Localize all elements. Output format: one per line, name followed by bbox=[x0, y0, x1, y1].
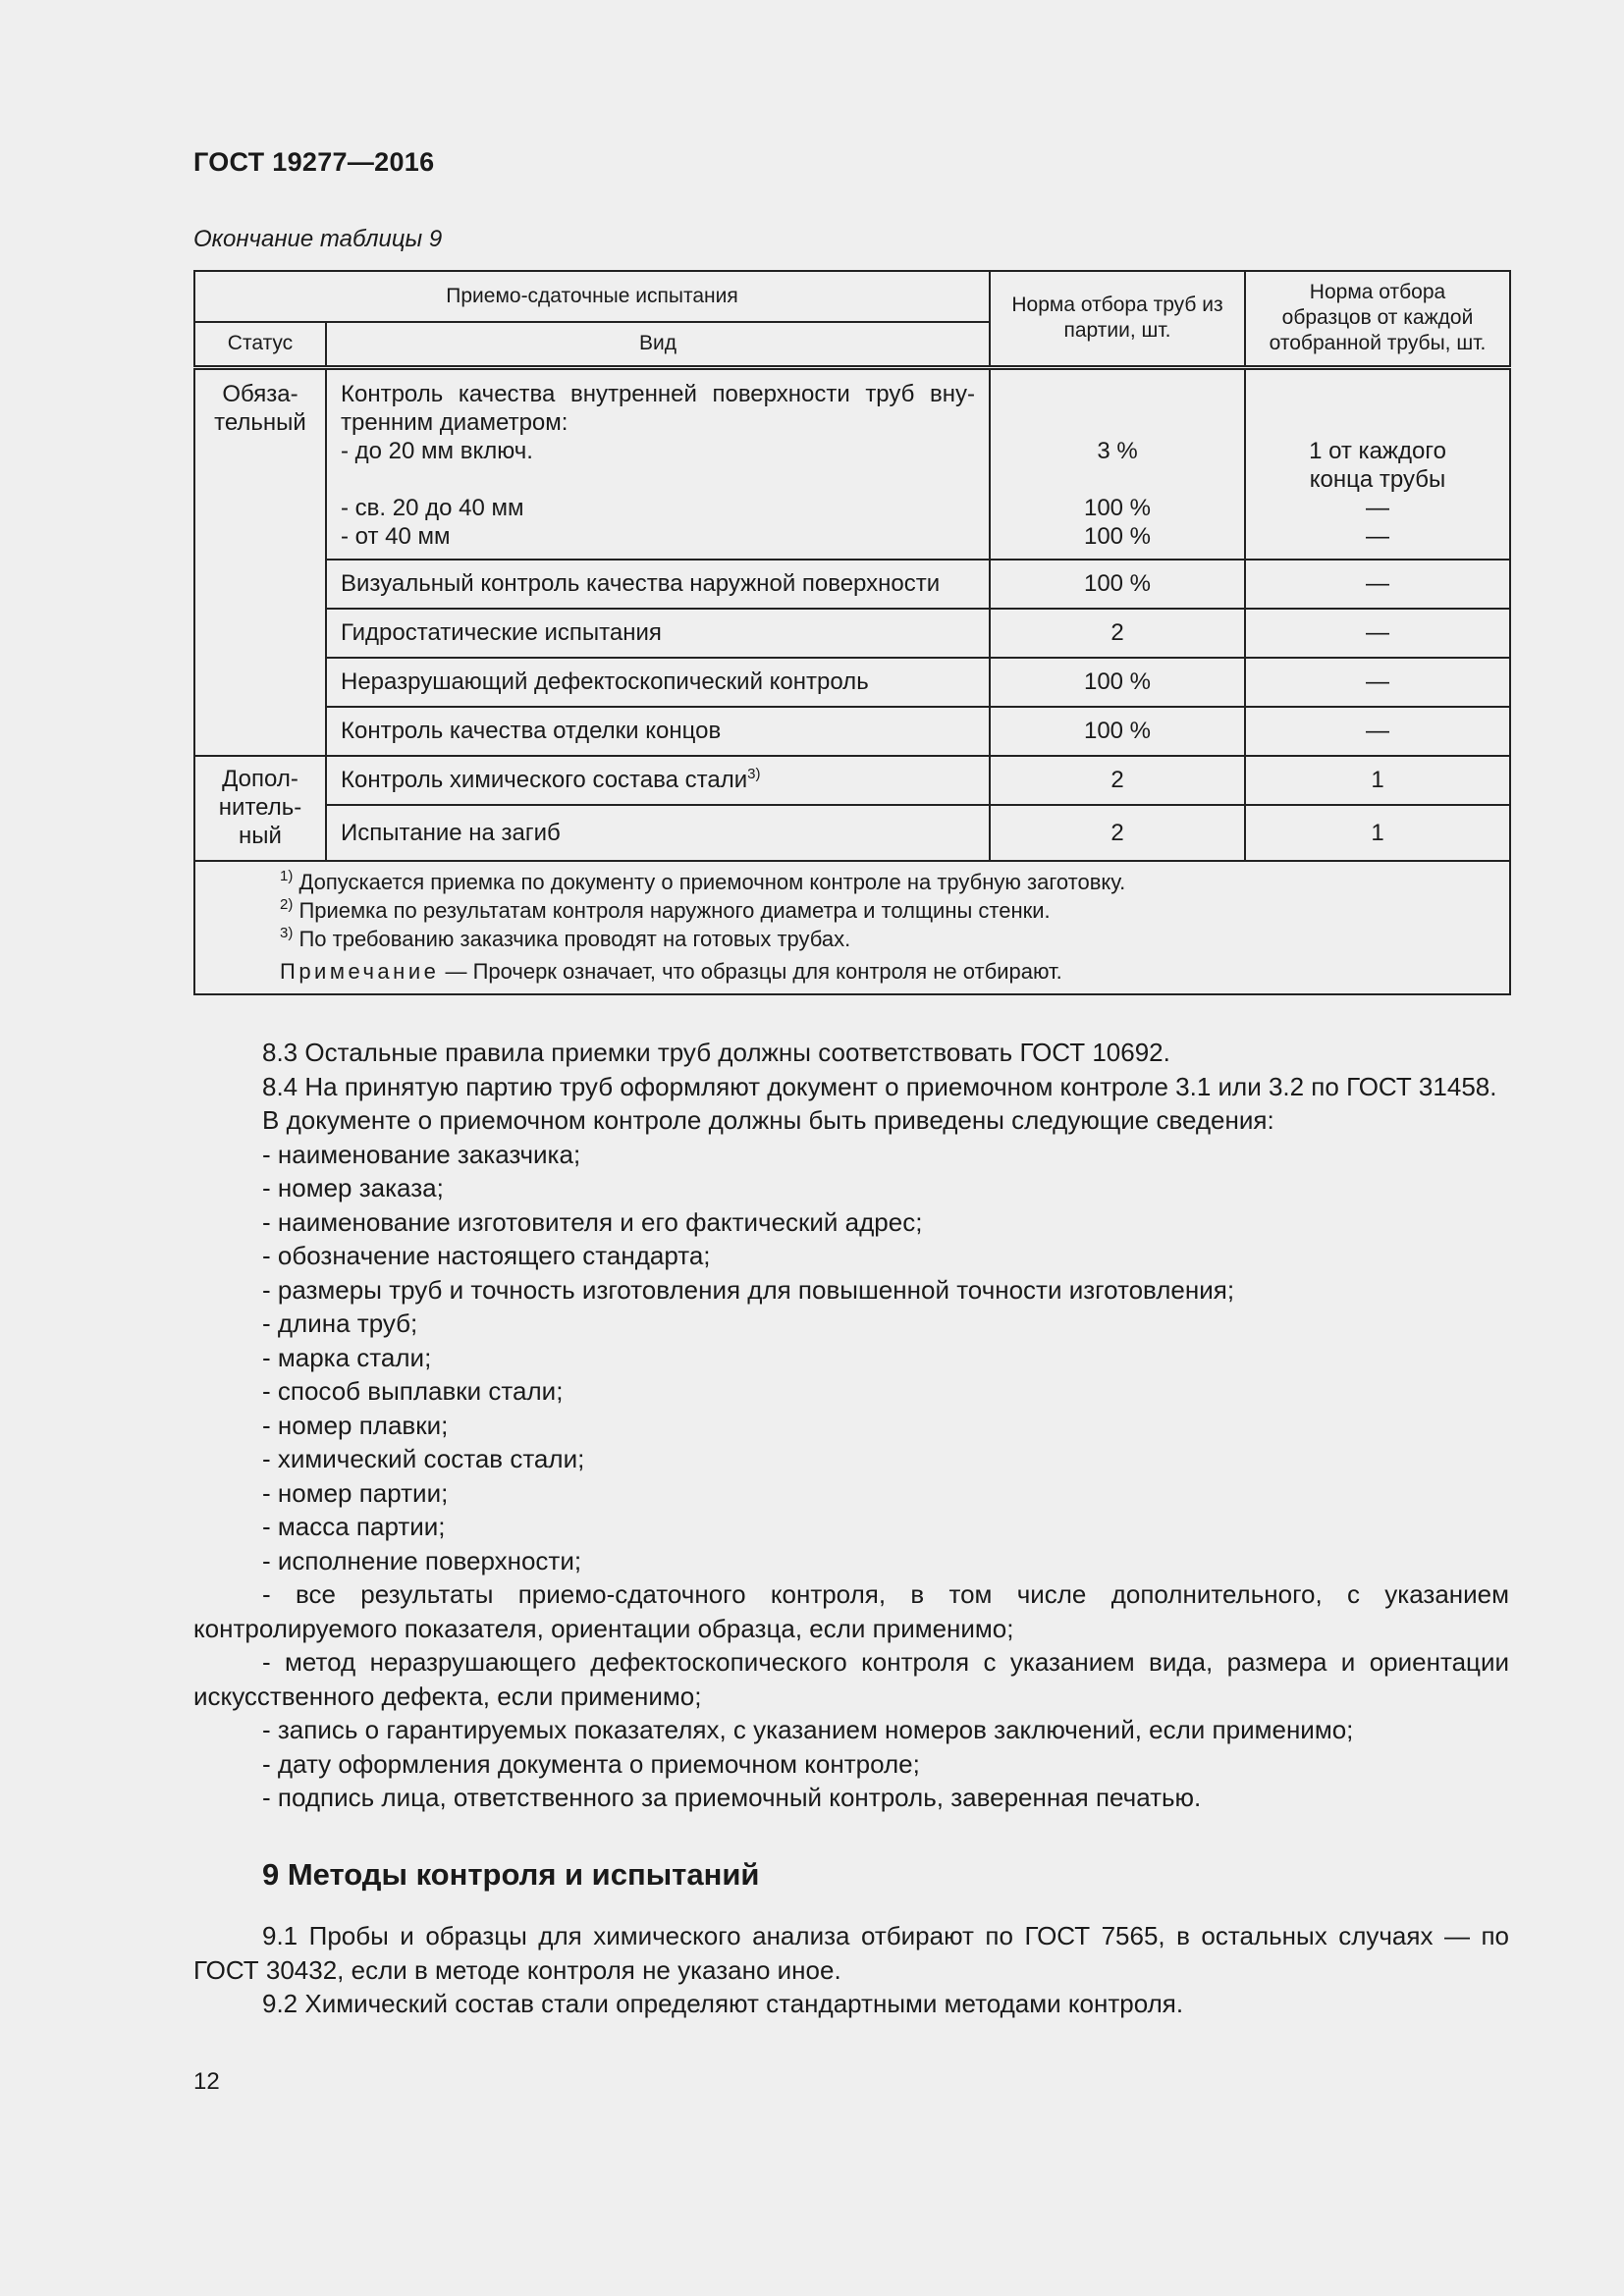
list-item: - номер партии; bbox=[262, 1477, 449, 1508]
list-intro: В документе о приемочном контроле должны быть приведены следующие сведения: bbox=[262, 1105, 1274, 1135]
cell-sample: — bbox=[1245, 609, 1510, 658]
status-mandatory-l1: Обяза- bbox=[222, 380, 298, 407]
section-9-title: 9 Методы контроля и испытаний bbox=[262, 1856, 760, 1892]
spacer bbox=[1004, 408, 1230, 437]
header-sample-norm bbox=[1245, 271, 1510, 367]
status-additional-l1: Допол- bbox=[222, 765, 298, 792]
paragraph-8-4: 8.4 На принятую партию труб оформляют документ о приемочном контроле 3.1 или 3.2 по ГОСТ 31458. bbox=[262, 1071, 1497, 1101]
list-item: - длина труб; bbox=[262, 1308, 418, 1338]
header-status: Статус bbox=[194, 322, 326, 367]
list-item: - масса партии; bbox=[262, 1512, 446, 1541]
footnote-ref: 3) bbox=[747, 766, 761, 783]
header-group: Приемо-сдаточные испытания bbox=[194, 271, 990, 322]
list-item: - номер плавки; bbox=[262, 1410, 449, 1440]
status-additional-l3: ный bbox=[239, 822, 282, 849]
table-caption: Окончание таблицы 9 bbox=[193, 226, 443, 252]
table-footnotes bbox=[194, 861, 1510, 994]
cell-pipe: 2 bbox=[990, 756, 1245, 805]
spacer bbox=[1260, 408, 1495, 437]
cell-sample: — bbox=[1245, 707, 1510, 756]
list-item: - размеры труб и точность изготовления для повышенной точности изготовления; bbox=[262, 1274, 1235, 1305]
document-header: ГОСТ 19277—2016 bbox=[193, 147, 435, 177]
footnotes-row bbox=[194, 861, 1510, 994]
list-item: - все результаты приемо-сдаточного контроля, в том числе дополнительного, с указанием контролируемого показателя, ориентации образца, если применимо; bbox=[193, 1579, 1509, 1643]
footnote-1-text: Допускается приемка по документу о приемочном контроле на трубную заготовку. bbox=[298, 869, 1126, 894]
list-item: - номер заказа; bbox=[262, 1173, 444, 1202]
header-sample-norm-l1: Норма отбора bbox=[1309, 281, 1446, 304]
inner-pipe3: 100 % bbox=[1083, 522, 1152, 550]
cell-pipe: 100 % bbox=[990, 707, 1245, 756]
cell-type-text: Контроль химического состава стали bbox=[341, 767, 748, 794]
table-note bbox=[280, 957, 1495, 986]
footnote-3-mark: 3) bbox=[280, 924, 294, 941]
inner-title-l1: Контроль качества внутренней поверхности труб вну- bbox=[341, 380, 975, 407]
note-text: — Прочерк означает, что образцы для контроля не отбирают. bbox=[439, 958, 1062, 984]
document-body bbox=[193, 1036, 1509, 2021]
cell-sample: 1 bbox=[1245, 756, 1510, 805]
list-item: - наименование изготовителя и его фактический адрес; bbox=[262, 1206, 923, 1237]
cell-type: Гидростатические испытания bbox=[326, 609, 990, 658]
header-type: Вид bbox=[326, 322, 990, 367]
inner-sample1-l1: 1 от каждого bbox=[1309, 437, 1446, 464]
cell-sample-inner bbox=[1245, 367, 1510, 560]
spacer bbox=[1260, 380, 1495, 408]
status-additional bbox=[194, 756, 326, 861]
cell-type: Испытание на загиб bbox=[326, 805, 990, 861]
cell-pipe: 2 bbox=[990, 805, 1245, 861]
header-row-1 bbox=[194, 271, 1510, 322]
cell-type: Визуальный контроль качества наружной поверхности bbox=[326, 560, 990, 609]
paragraph-8-3: 8.3 Остальные правила приемки труб должны соответствовать ГОСТ 10692. bbox=[262, 1038, 1170, 1067]
header-sample-norm-l3: отобранной трубы, шт. bbox=[1269, 332, 1487, 355]
list-item: - запись о гарантируемых показателях, с указанием номеров заключений, если применимо; bbox=[262, 1715, 1354, 1744]
inner-sample1-l2: конца трубы bbox=[1309, 465, 1446, 493]
status-mandatory-l2: тельный bbox=[214, 408, 306, 436]
list-item: - исполнение поверхности; bbox=[262, 1545, 582, 1575]
cell-sample: — bbox=[1245, 560, 1510, 609]
footnote-1-mark: 1) bbox=[280, 867, 294, 884]
table-row bbox=[194, 707, 1510, 756]
footnote-1 bbox=[280, 868, 1495, 896]
inner-pipe2: 100 % bbox=[1083, 494, 1152, 521]
list-item: - подпись лица, ответственного за приемочный контроль, заверенная печатью. bbox=[262, 1783, 1202, 1812]
footnote-2-text: Приемка по результатам контроля наружного диаметра и толщины стенки. bbox=[298, 897, 1051, 923]
spacer bbox=[341, 465, 975, 494]
spacer bbox=[1004, 465, 1230, 494]
table-9 bbox=[193, 270, 1511, 995]
footnote-3-text: По требованию заказчика проводят на готовых трубах. bbox=[298, 926, 851, 951]
cell-type: Неразрушающий дефектоскопический контроль bbox=[326, 658, 990, 707]
cell-type: Контроль качества отделки концов bbox=[326, 707, 990, 756]
list-item: - обозначение настоящего стандарта; bbox=[262, 1241, 711, 1270]
inner-sub2: - св. 20 до 40 мм bbox=[341, 494, 524, 521]
note-label: Примечание bbox=[280, 958, 440, 984]
cell-pipe-inner bbox=[990, 367, 1245, 560]
header-sample-norm-l2: образцов от каждой bbox=[1281, 306, 1474, 330]
footnote-2-mark: 2) bbox=[280, 895, 294, 913]
inner-sub1: - до 20 мм включ. bbox=[341, 437, 533, 464]
inner-sample3: — bbox=[1366, 522, 1389, 550]
paragraph-9-1: 9.1 Пробы и образцы для химического анализа отбирают по ГОСТ 7565, в остальных случаях — по ГОСТ 30432, если в методе контроля не указано иное. bbox=[193, 1921, 1509, 1985]
status-mandatory bbox=[194, 367, 326, 756]
table-row-inner-surface bbox=[194, 367, 1510, 560]
inner-sample2: — bbox=[1366, 494, 1389, 521]
page-number: 12 bbox=[193, 2068, 220, 2095]
list-item: - химический состав стали; bbox=[262, 1444, 585, 1473]
table-row bbox=[194, 658, 1510, 707]
footnote-2 bbox=[280, 896, 1495, 925]
cell-type bbox=[326, 756, 990, 805]
inner-pipe1: 3 % bbox=[1097, 437, 1138, 464]
table-row bbox=[194, 560, 1510, 609]
cell-pipe: 2 bbox=[990, 609, 1245, 658]
inner-sub3: - от 40 мм bbox=[341, 522, 451, 550]
footnote-3 bbox=[280, 925, 1495, 953]
spacer bbox=[1004, 380, 1230, 408]
list-item: - дату оформления документа о приемочном контроле; bbox=[262, 1748, 920, 1779]
cell-type-inner bbox=[326, 367, 990, 560]
header-pipe-norm: Норма отбора труб из партии, шт. bbox=[990, 271, 1245, 367]
cell-sample: — bbox=[1245, 658, 1510, 707]
inner-title-l2: тренним диаметром: bbox=[341, 408, 568, 436]
paragraph-9-2: 9.2 Химический состав стали определяют стандартными методами контроля. bbox=[262, 1989, 1184, 2018]
cell-pipe: 100 % bbox=[990, 560, 1245, 609]
table-row bbox=[194, 756, 1510, 805]
list-item: - метод неразрушающего дефектоскопического контроля с указанием вида, размера и ориентации искусственного дефекта, если применимо; bbox=[193, 1647, 1509, 1711]
list-item: - наименование заказчика; bbox=[262, 1139, 581, 1169]
list-item: - способ выплавки стали; bbox=[262, 1376, 564, 1406]
cell-sample: 1 bbox=[1245, 805, 1510, 861]
cell-pipe: 100 % bbox=[990, 658, 1245, 707]
table-row bbox=[194, 805, 1510, 861]
table-row bbox=[194, 609, 1510, 658]
list-item: - марка стали; bbox=[262, 1342, 432, 1372]
status-additional-l2: нитель- bbox=[218, 793, 302, 821]
